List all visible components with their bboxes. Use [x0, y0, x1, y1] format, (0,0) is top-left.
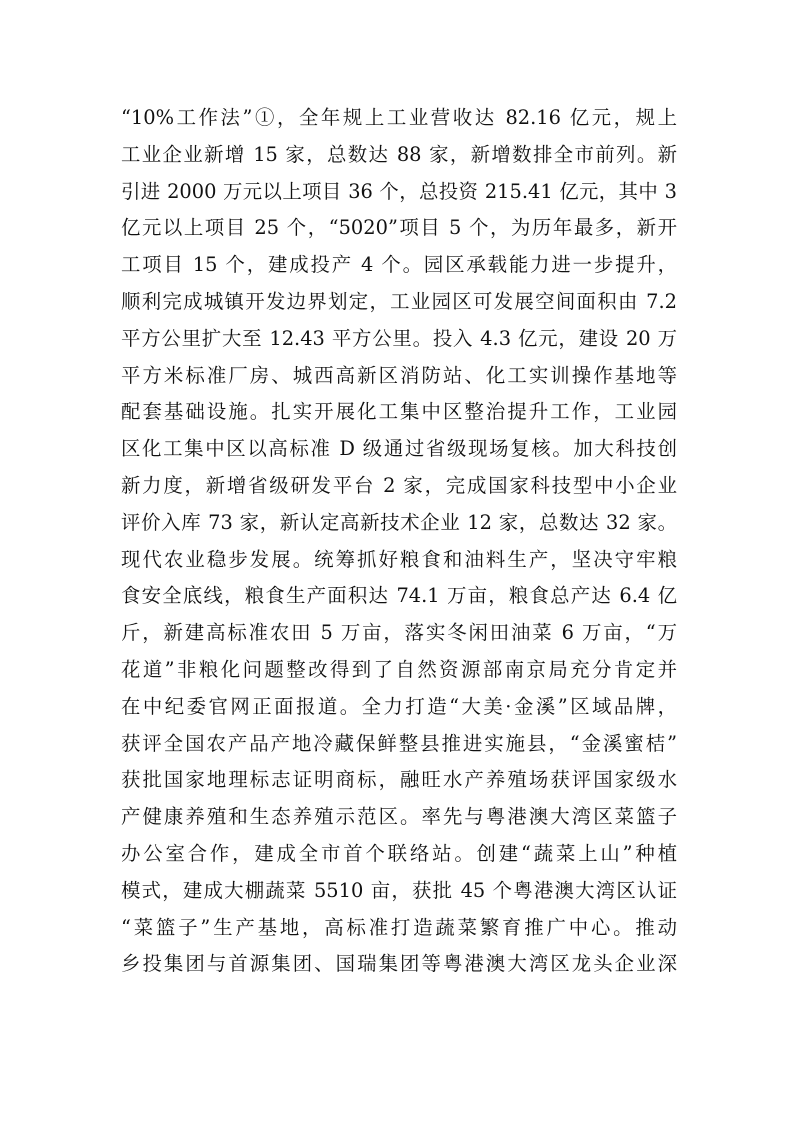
text-line: 区化工集中区以高标准 D 级通过省级现场复核。加大科技创 — [121, 437, 677, 461]
text-line: 现代农业稳步发展。统筹抓好粮食和油料生产，坚决守牢粮 — [121, 547, 677, 571]
body-text — [121, 100, 677, 983]
text-line: 乡投集团与首源集团、国瑞集团等粤港澳大湾区龙头企业深 — [121, 952, 677, 976]
text-line: 花道”非粮化问题整改得到了自然资源部南京局充分肯定并 — [121, 657, 677, 681]
text-line: 亿元以上项目 25 个，“5020”项目 5 个，为历年最多，新开 — [121, 216, 677, 240]
text-line: 新力度，新增省级研发平台 2 家，完成国家科技型中小企业 — [121, 473, 677, 497]
text-line: 平方米标准厂房、城西高新区消防站、化工实训操作基地等 — [121, 363, 677, 387]
text-line: 配套基础设施。扎实开展化工集中区整治提升工作，工业园 — [121, 400, 677, 424]
text-line: 获批国家地理标志证明商标，融旺水产养殖场获评国家级水 — [121, 768, 677, 792]
text-line: 在中纪委官网正面报道。全力打造“大美·金溪”区域品牌， — [121, 694, 677, 718]
text-line: 评价入库 73 家，新认定高新技术企业 12 家，总数达 32 家。 — [121, 510, 677, 534]
text-line: 工业企业新增 15 家，总数达 88 家，新增数排全市前列。新 — [121, 142, 677, 166]
text-line: 引进 2000 万元以上项目 36 个，总投资 215.41 亿元，其中 3 — [121, 179, 677, 203]
text-line: 模式，建成大棚蔬菜 5510 亩，获批 45 个粤港澳大湾区认证 — [121, 878, 677, 902]
text-line: 平方公里扩大至 12.43 平方公里。投入 4.3 亿元，建设 20 万 — [121, 326, 677, 350]
text-line: 办公室合作，建成全市首个联络站。创建“蔬菜上山”种植 — [121, 841, 677, 865]
text-line: 食安全底线，粮食生产面积达 74.1 万亩，粮食总产达 6.4 亿 — [121, 584, 677, 608]
text-line: 斤，新建高标准农田 5 万亩，落实冬闲田油菜 6 万亩，“万 — [121, 621, 677, 645]
text-line: 工项目 15 个，建成投产 4 个。园区承载能力进一步提升， — [121, 253, 677, 277]
text-line: 获评全国农产品产地冷藏保鲜整县推进实施县，“金溪蜜桔” — [121, 731, 677, 755]
text-line: 顺利完成城镇开发边界划定，工业园区可发展空间面积由 7.2 — [121, 289, 677, 313]
text-line: 产健康养殖和生态养殖示范区。率先与粤港澳大湾区菜篮子 — [121, 805, 677, 829]
text-line: “10%工作法”①，全年规上工业营收达 82.16 亿元，规上 — [121, 106, 677, 129]
text-line: “菜篮子”生产基地，高标准打造蔬菜繁育推广中心。推动 — [121, 915, 677, 939]
